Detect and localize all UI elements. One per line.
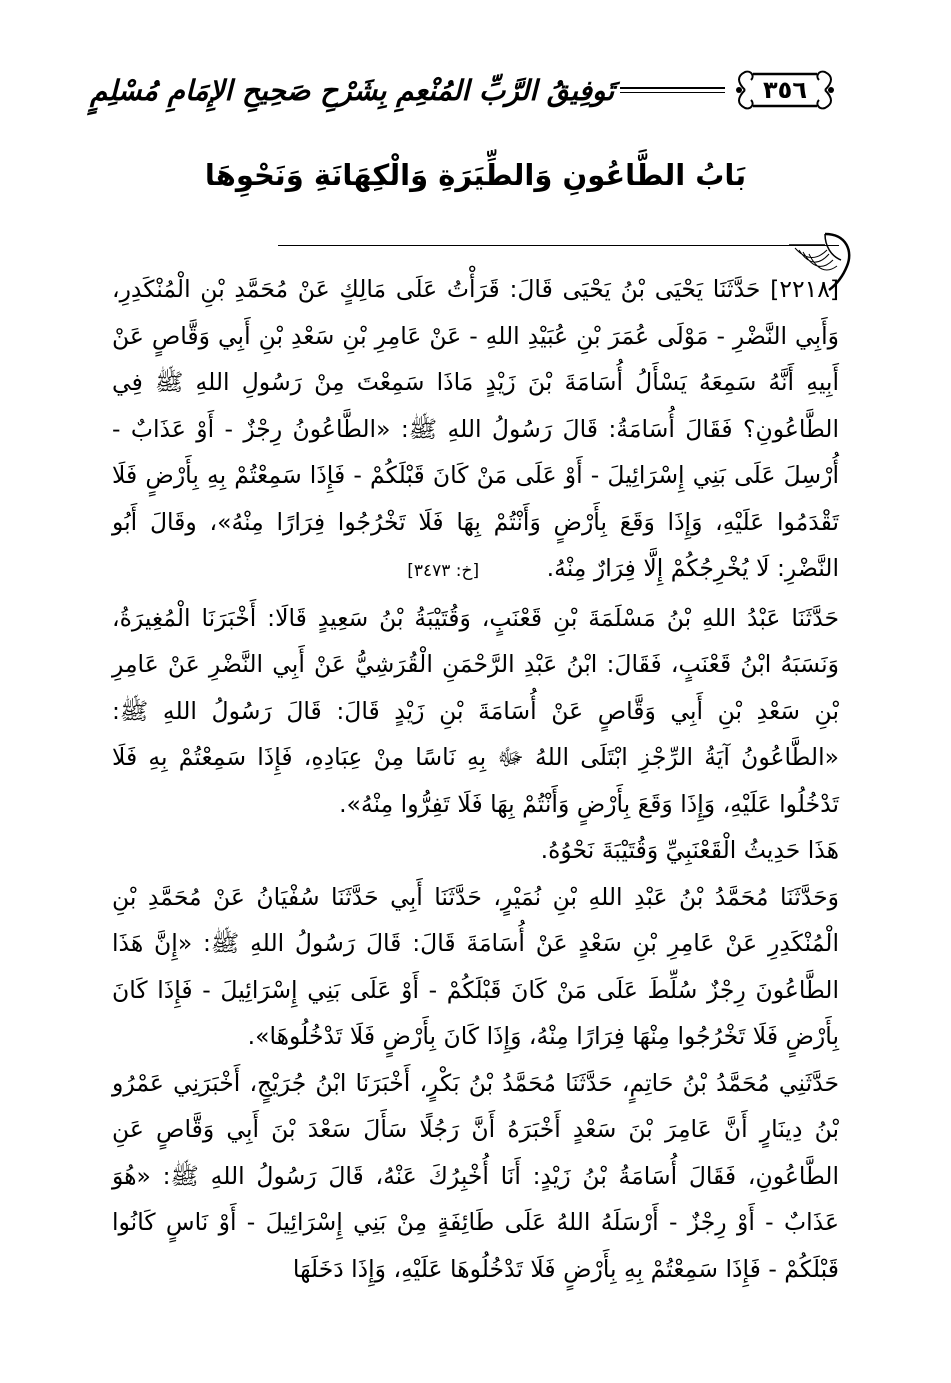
paragraph-text: [٢٢١٨] حَدَّثَنَا يَحْيَى بْنُ يَحْيَى قَالَ: قَرَأْتُ عَلَى مَالِكٍ عَنْ مُحَمَّدِ بْنِ الْمُنْكَدِرِ، وَأَبِي النَّضْرِ - مَوْلَى عُمَرَ بْنِ عُبَيْدِ اللهِ - عَنْ عَامِرِ بْنِ سَعْدِ بْنِ أَبِي وَقَّاصٍ عَنْ أَبِيهِ أَنَّهُ سَمِعَهُ يَسْأَلُ أُسَامَةَ بْنَ زَيْدٍ مَاذَا سَمِعْتَ مِنْ رَسُولِ اللهِ ﷺ فِي الطَّاعُونِ؟ فَقَالَ أُسَامَةُ: قَالَ رَسُولُ اللهِ ﷺ: «الطَّاعُونُ رِجْزٌ - أَوْ عَذَابٌ - أُرْسِلَ عَلَى بَنِي إِسْرَائِيلَ - أَوْ عَلَى مَنْ كَانَ قَبْلَكُمْ - فَإِذَا سَمِعْتُمْ بِهِ بِأَرْضٍ فَلَا تَقْدَمُوا عَلَيْهِ، وَإِذَا وَقَعَ بِأَرْضٍ وَأَنْتُمْ بِهَا فَلَا تَخْرُجُوا فِرَارًا مِنْهُ»، وقَالَ أَبُو النَّضْرِ: لَا يُخْرِجُكُمْ إِلَّا فِرَارٌ مِنْهُ. <box>112 275 839 582</box>
chapter-title: بَابُ الطَّاعُونِ وَالطِّيَرَةِ وَالْكِهَانَةِ وَنَحْوِهَا <box>204 158 747 192</box>
corner-divider-line <box>278 245 839 246</box>
hadith-paragraph <box>112 266 839 595</box>
page-number-frame <box>731 66 839 114</box>
page-header <box>90 60 839 120</box>
page-number: ٣٥٦ <box>763 76 807 104</box>
page-body <box>112 266 839 1327</box>
hadith-paragraph: حَدَّثَنَا عَبْدُ اللهِ بْنُ مَسْلَمَةَ بْنِ قَعْنَبٍ، وَقُتَيْبَةُ بْنُ سَعِيدٍ قَالَا: أَخْبَرَنَا الْمُغِيرَةُ، وَنَسَبَهُ ابْنُ قَعْنَبٍ، فَقَالَ: ابْنُ عَبْدِ الرَّحْمَنِ الْقُرَشِيُّ عَنْ أَبِي النَّضْرِ عَنْ عَامِرِ بْنِ سَعْدِ بْنِ أَبِي وَقَّاصٍ عَنْ أُسَامَةَ بْنِ زَيْدٍ قَالَ: قَالَ رَسُولُ اللهِ ﷺ: «الطَّاعُونُ آيَةُ الرِّجْزِ ابْتَلَى اللهُ ﷻ بِهِ نَاسًا مِنْ عِبَادِهِ، فَإِذَا سَمِعْتُمْ بِهِ فَلَا تَدْخُلُوا عَلَيْهِ، وَإِذَا وَقَعَ بِأَرْضٍ وَأَنْتُمْ بِهَا فَلَا تَفِرُّوا مِنْهُ». <box>112 603 839 818</box>
cross-reference: [خ: ٣٤٧٣] <box>407 561 480 581</box>
hadith-paragraph: حَدَّثَنِي مُحَمَّدُ بْنُ حَاتِمٍ، حَدَّثَنَا مُحَمَّدُ بْنُ بَكْرٍ، أَخْبَرَنَا ابْنُ جُرَيْجٍ، أَخْبَرَنِي عَمْرُو بْنُ دِينَارٍ أَنَّ عَامِرَ بْنَ سَعْدٍ أَخْبَرَهُ أَنَّ رَجُلًا سَأَلَ سَعْدَ بْنَ أَبِي وَقَّاصٍ عَنِ الطَّاعُونِ، فَقَالَ أُسَامَةُ بْنُ زَيْدٍ: أَنَا أُخْبِرُكَ عَنْهُ، قَالَ رَسُولُ اللهِ ﷺ: «هُوَ عَذَابٌ - أَوْ رِجْزٌ - أَرْسَلَهُ اللهُ عَلَى طَائِفَةٍ مِنْ بَنِي إِسْرَائِيلَ - أَوْ نَاسٍ كَانُوا قَبْلَكُمْ - فَإِذَا سَمِعْتُمْ بِهِ بِأَرْضٍ فَلَا تَدْخُلُوهَا عَلَيْهِ، وَإِذَا دَخَلَهَا <box>112 1068 839 1283</box>
header-rule <box>620 87 725 93</box>
book-title: تَوفِيقُ الرَّبِّ المُنْعِمِ بِشَرْحِ صَحِيحِ الإِمَامِ مُسْلِمٍ <box>90 73 615 107</box>
hadith-paragraph: وَحَدَّثَنَا مُحَمَّدُ بْنُ عَبْدِ اللهِ بْنِ نُمَيْرٍ، حَدَّثَنَا أَبِي حَدَّثَنَا سُفْيَانُ عَنْ مُحَمَّدِ بْنِ الْمُنْكَدِرِ عَنْ عَامِرِ بْنِ سَعْدٍ عَنْ أُسَامَةَ قَالَ: قَالَ رَسُولُ اللهِ ﷺ: «إِنَّ هَذَا الطَّاعُونَ رِجْزٌ سُلِّطَ عَلَى مَنْ كَانَ قَبْلَكُمْ - أَوْ عَلَى بَنِي إِسْرَائِيلَ - فَإِذَا كَانَ بِأَرْضٍ فَلَا تَخْرُجُوا مِنْهَا فِرَارًا مِنْهُ، وَإِذَا كَانَ بِأَرْضٍ فَلَا تَدْخُلُوهَا». <box>112 882 839 1050</box>
hadith-paragraph: هَذَا حَدِيثُ الْقَعْنَبِيِّ وَقُتَيْبَةَ نَحْوُهُ. <box>540 836 839 864</box>
